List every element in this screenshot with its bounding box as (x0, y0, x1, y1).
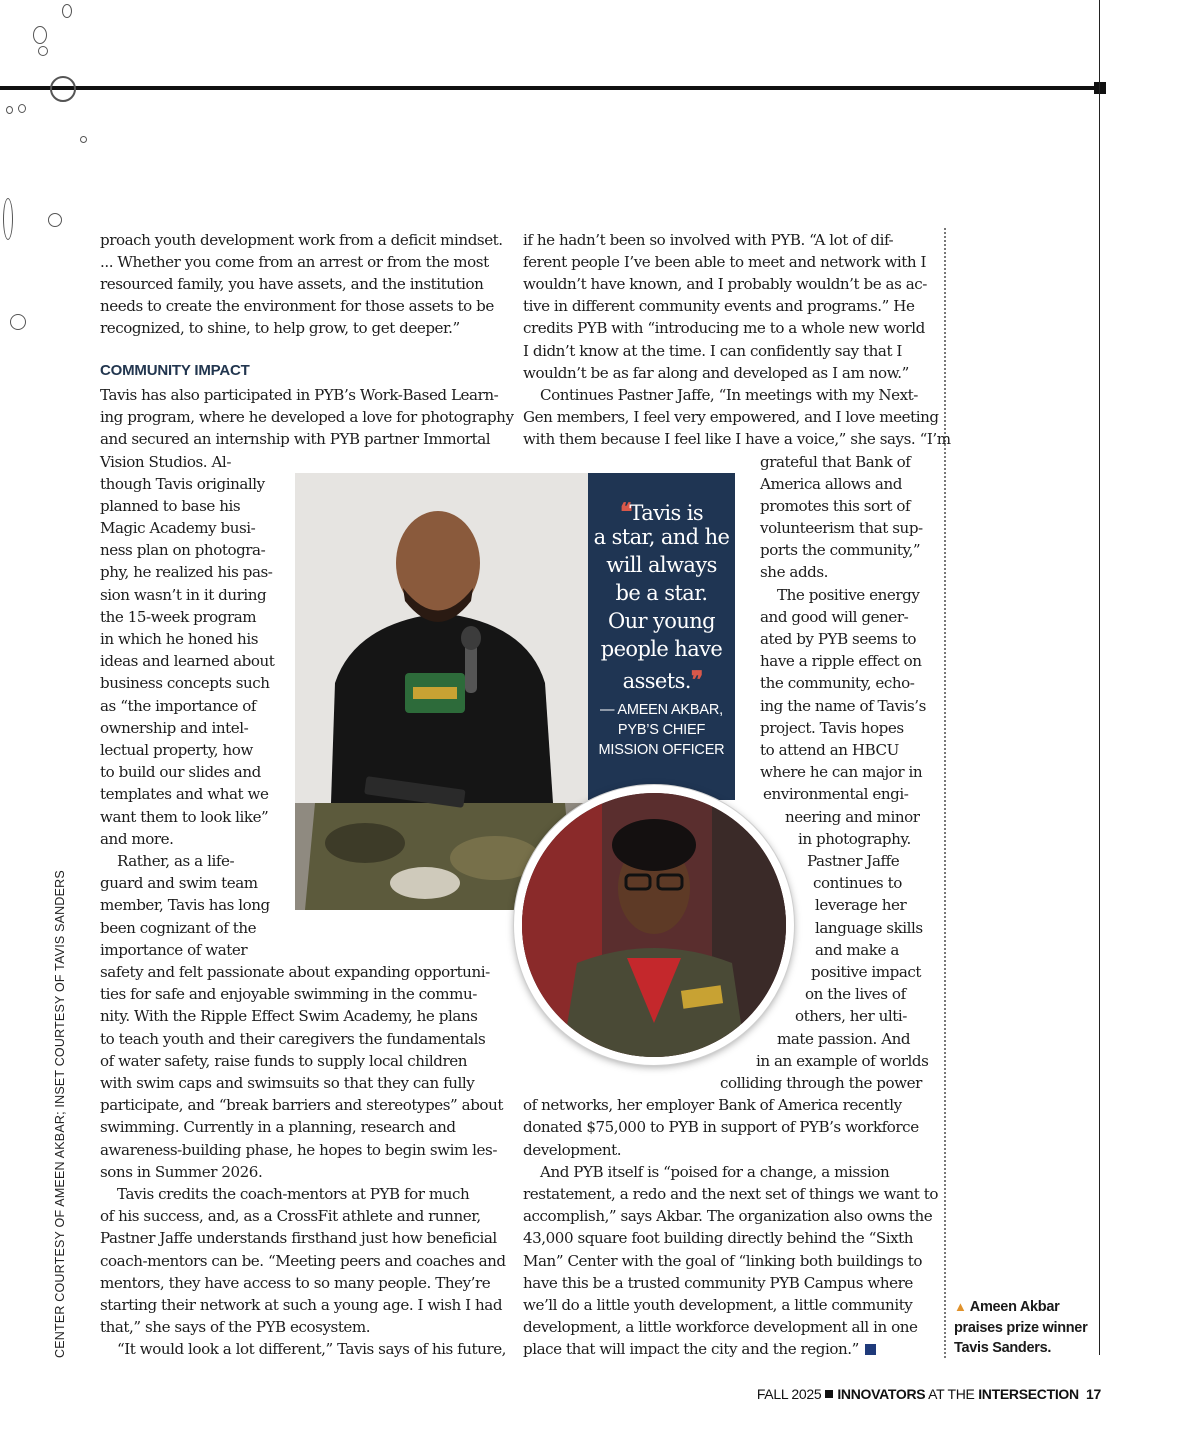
body-text-line: donated $75,000 to PYB in support of PYB’s workforce (523, 1118, 919, 1136)
body-text-line: in an example of worlds (756, 1052, 929, 1070)
right-margin-rule (1099, 0, 1100, 1355)
body-text-line: environmental engi- (763, 785, 909, 803)
body-text-line: others, her ulti- (795, 1007, 907, 1025)
body-text-line: restatement, a redo and the next set of things we want to (523, 1185, 939, 1203)
pull-quote-text: a star, and he (593, 525, 730, 549)
body-text-line: swimming. Currently in a planning, research and (100, 1118, 456, 1136)
inset-photo-tavis-sanders (514, 785, 794, 1065)
body-text-line: the community, echo- (760, 674, 915, 692)
body-text-line: colliding through the power (720, 1074, 922, 1092)
body-text-line: ing the name of Tavis’s (760, 697, 926, 715)
body-text-line: and more. (100, 830, 174, 848)
body-text-line: have this be a trusted community PYB Campus where (523, 1274, 913, 1292)
body-text-line: with swim caps and swimsuits so that they can fully (100, 1074, 475, 1092)
body-text-line: with them because I feel like I have a voice,” she says. “I’m (523, 430, 951, 448)
pull-quote-text: be a star. (615, 581, 708, 605)
body-text-line: project. Tavis hopes (760, 719, 904, 737)
portrait-illustration (522, 793, 786, 1057)
photo-credit: CENTER COURTESY OF AMEEN AKBAR; INSET COURTESY OF TAVIS SANDERS (53, 870, 67, 1358)
pull-quote-box (588, 473, 735, 800)
body-text-line: to build our slides and (100, 763, 261, 781)
body-text-line: of water safety, raise funds to supply local children (100, 1052, 467, 1070)
body-text-line: ness plan on photogra- (100, 541, 266, 559)
body-text-line: participate, and “break barriers and stereotypes” about (100, 1096, 503, 1114)
body-text-line: mentors, they have access to so many people. They’re (100, 1274, 491, 1292)
body-text-line: Vision Studios. Al- (100, 453, 231, 471)
body-text-line: Tavis has also participated in PYB’s Work-Based Learn- (100, 386, 499, 404)
body-text-line: in which he honed his (100, 630, 259, 648)
body-text-line: And PYB itself is “poised for a change, a mission (540, 1163, 890, 1181)
body-text-line: America allows and (760, 475, 902, 493)
body-text-line: I didn’t know at the time. I can confidently say that I (523, 342, 902, 360)
body-text-line: the 15-week program (100, 608, 257, 626)
top-rule (0, 86, 1100, 90)
body-text-line: resourced family, you have assets, and the institution (100, 275, 484, 293)
pull-quote-text: people have (600, 637, 723, 661)
close-quote-icon: ❜❜ (690, 665, 701, 694)
body-text-line: and make a (815, 941, 899, 959)
body-text-line: in photography. (798, 830, 911, 848)
body-text-line: continues to (813, 874, 902, 892)
body-text-line: proach youth development work from a deficit mindset. (100, 231, 503, 249)
pull-quote-attribution: MISSION OFFICER (598, 742, 725, 758)
body-text-line: importance of water (100, 941, 248, 959)
body-text-line: Tavis credits the coach-mentors at PYB for much (117, 1185, 470, 1203)
body-text-line: leverage her (815, 896, 907, 914)
body-text-line: accomplish,” says Akbar. The organization also owns the (523, 1207, 933, 1225)
body-text-line: want them to look like” (100, 808, 269, 826)
caption-text: Tavis Sanders. (954, 1340, 1052, 1356)
caption-text: Ameen Akbar (969, 1299, 1060, 1315)
body-text-line: ideas and learned about (100, 652, 275, 670)
pull-quote-line-7 (588, 665, 735, 694)
body-text-line: business concepts such (100, 674, 270, 692)
body-text-line: grateful that Bank of (760, 453, 911, 471)
body-text-line: ... Whether you come from an arrest or from the most (100, 253, 489, 271)
body-text-line: Rather, as a life- (117, 852, 235, 870)
body-text-line: 43,000 square foot building directly behind the “Sixth (523, 1229, 914, 1247)
body-text-line: planned to base his (100, 497, 241, 515)
body-text-line: wouldn’t have known, and I probably wouldn’t be as ac- (523, 275, 927, 293)
body-text-line-last (523, 1338, 876, 1360)
caption-dotted-divider (944, 228, 946, 1358)
body-text-line: of his success, and, as a CrossFit athlete and runner, (100, 1207, 481, 1225)
body-text-line: starting their network at such a young age. I wish I had (100, 1296, 503, 1314)
body-text-line: awareness-building phase, he hopes to begin swim les- (100, 1141, 497, 1159)
body-text-line: Magic Academy busi- (100, 519, 256, 537)
page-footer (757, 1386, 1101, 1402)
body-text-line: ferent people I’ve been able to meet and network with I (523, 253, 927, 271)
body-text-line: that,” she says of the PYB ecosystem. (100, 1318, 371, 1336)
body-text-line: Continues Pastner Jaffe, “In meetings with my Next- (540, 386, 918, 404)
body-text-line: and good will gener- (760, 608, 909, 626)
pull-quote-text: assets. (622, 669, 691, 693)
body-text-line: ing program, where he developed a love for photography (100, 408, 514, 426)
body-text-line: tive in different community events and programs.” He (523, 297, 915, 315)
body-text-line: place that will impact the city and the region.” (523, 1340, 859, 1358)
body-text-line: we’ll do a little youth development, a little community (523, 1296, 913, 1314)
pull-quote-text: Our young (607, 609, 716, 633)
body-text-line: to attend an HBCU (760, 741, 899, 759)
body-text-line: sons in Summer 2026. (100, 1163, 263, 1181)
body-text-line: coach-mentors can be. “Meeting peers and coaches and (100, 1252, 506, 1270)
body-text-line: ated by PYB seems to (760, 630, 917, 648)
square-separator-icon (825, 1390, 833, 1398)
body-text-line: “It would look a lot different,” Tavis says of his future, (117, 1340, 507, 1358)
caption-text: praises prize winner (954, 1320, 1088, 1336)
body-text-line: recognized, to shine, to help grow, to get deeper.” (100, 319, 460, 337)
body-text-line: to teach youth and their caregivers the fundamentals (100, 1030, 486, 1048)
body-text-line: member, Tavis has long (100, 896, 270, 914)
body-text-line: ports the community,” (760, 541, 921, 559)
body-text-line: ownership and intel- (100, 719, 249, 737)
body-text-line: development, a little workforce development all in one (523, 1318, 918, 1336)
body-text-line: as “the importance of (100, 697, 257, 715)
body-text-line: credits PYB with “introducing me to a whole new world (523, 319, 925, 337)
body-text-line: positive impact (811, 963, 922, 981)
body-text-line: lectual property, how (100, 741, 253, 759)
body-text-line: Gen members, I feel very empowered, and I love meeting (523, 408, 939, 426)
body-text-line: guard and swim team (100, 874, 258, 892)
body-text-line: Man” Center with the goal of “linking both buildings to (523, 1252, 923, 1270)
body-text-line: ties for safe and enjoyable swimming in the commu- (100, 985, 477, 1003)
body-text-line: needs to create the environment for those assets to be (100, 297, 494, 315)
triangle-icon: ▲ (954, 1299, 967, 1314)
body-text-line: sion wasn’t in it during (100, 586, 267, 604)
publication-title-part-2: AT THE (925, 1386, 979, 1402)
section-subhead: COMMUNITY IMPACT (100, 362, 250, 379)
body-text-line: safety and felt passionate about expanding opportuni- (100, 963, 490, 981)
body-text-line: have a ripple effect on (760, 652, 922, 670)
body-text-line: nity. With the Ripple Effect Swim Academy, he plans (100, 1007, 478, 1025)
pull-quote-attribution: PYB’S CHIEF (617, 722, 706, 738)
body-text-line: wouldn’t be as far along and developed as I am now.” (523, 364, 909, 382)
body-text-line: language skills (815, 919, 923, 937)
body-text-line: Pastner Jaffe (807, 852, 900, 870)
body-text-line: been cognizant of the (100, 919, 257, 937)
pull-quote-text: will always (606, 553, 717, 577)
caption-line-1 (954, 1299, 1059, 1315)
pull-quote-text: Tavis is (629, 501, 704, 525)
body-text-line: and secured an internship with PYB partner Immortal (100, 430, 491, 448)
top-rule-end-square (1094, 82, 1106, 94)
body-text-line: of networks, her employer Bank of America recently (523, 1096, 902, 1114)
open-quote-icon: ❛❛ (619, 497, 630, 526)
body-text-line: if he hadn’t been so involved with PYB. “A lot of dif- (523, 231, 894, 249)
body-text-line: mate passion. And (777, 1030, 911, 1048)
body-text-line: she adds. (760, 563, 829, 581)
body-text-line: where he can major in (760, 763, 923, 781)
body-text-line: volunteerism that sup- (760, 519, 923, 537)
body-text-line: promotes this sort of (760, 497, 911, 515)
page-number: 17 (1086, 1386, 1101, 1402)
body-text-line: neering and minor (785, 808, 920, 826)
body-text-line: Pastner Jaffe understands firsthand just how beneficial (100, 1229, 497, 1247)
pull-quote-attribution: — AMEEN AKBAR, (600, 702, 723, 718)
issue-date: FALL 2025 (756, 1386, 822, 1402)
pull-quote-line-1 (588, 497, 735, 526)
body-text-line: though Tavis originally (100, 475, 265, 493)
body-text-line: templates and what we (100, 785, 269, 803)
body-text-line: on the lives of (805, 985, 906, 1003)
body-text-line: phy, he realized his pas- (100, 563, 273, 581)
body-text-line: development. (523, 1141, 622, 1159)
publication-title-part-3: INTERSECTION (978, 1386, 1079, 1402)
body-text-line: The positive energy (777, 586, 920, 604)
publication-title-part-1: INNOVATORS (837, 1386, 926, 1402)
end-of-article-mark (865, 1344, 876, 1355)
